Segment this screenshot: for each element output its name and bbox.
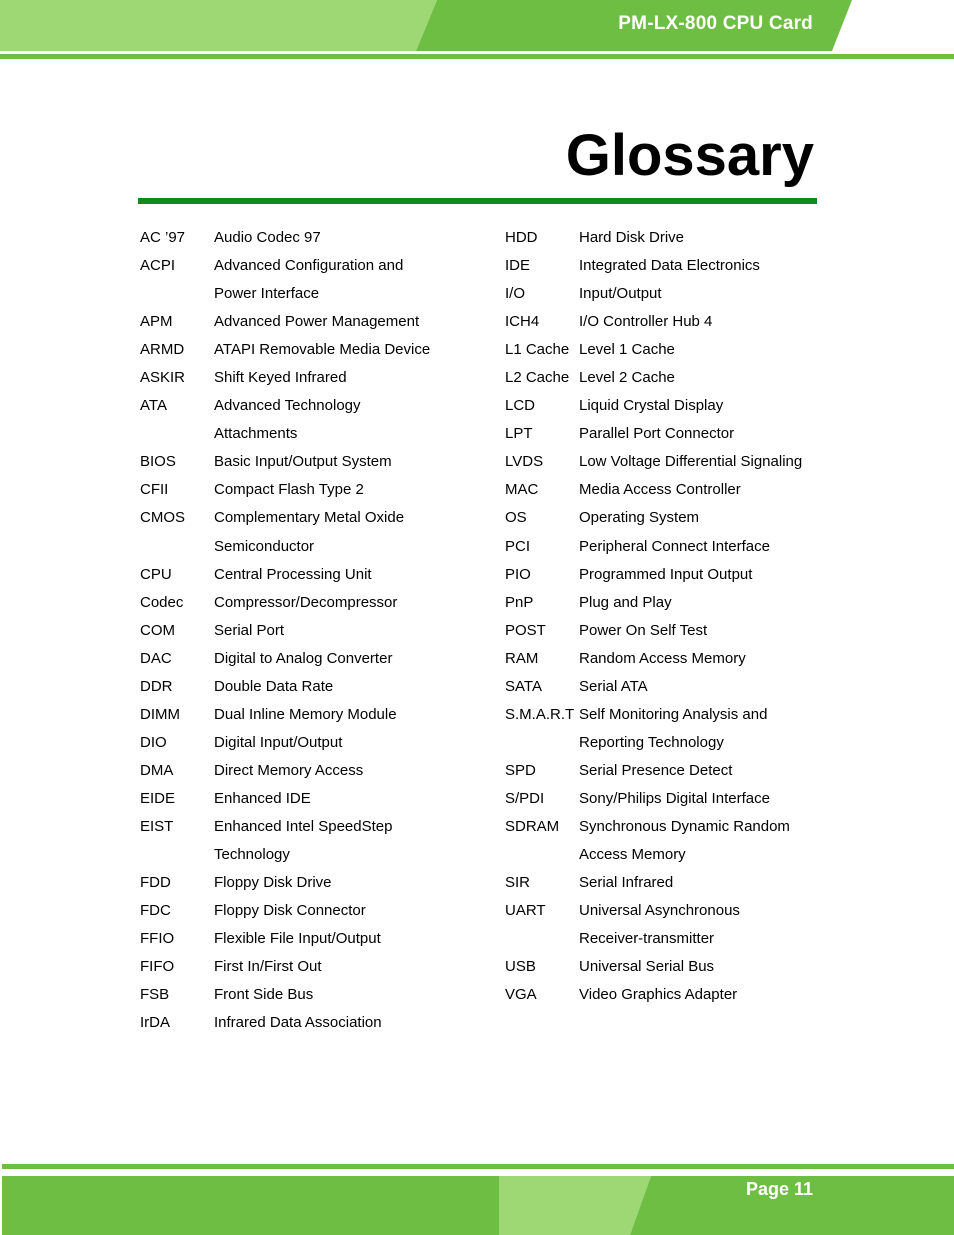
glossary-definition: I/O Controller Hub 4 [579, 313, 713, 331]
glossary-definition: Audio Codec 97 [214, 229, 321, 246]
glossary-definition: Power On Self Test [579, 621, 708, 639]
glossary-term: FSB [140, 986, 170, 1004]
glossary-term: I/O [505, 285, 526, 303]
glossary-definition: Liquid Crystal Display [579, 397, 724, 415]
glossary-term: FDC [140, 902, 171, 920]
glossary-term: S/PDI [505, 789, 545, 807]
glossary-definition: Integrated Data Electronics [579, 257, 760, 275]
glossary-term: DDR [140, 677, 173, 695]
glossary-definition: Power Interface [214, 285, 320, 303]
glossary-term: ICH4 [505, 313, 540, 331]
glossary-term: DIO [140, 733, 167, 751]
glossary-definition: Random Access Memory [579, 649, 746, 667]
glossary-definition: Plug and Play [579, 593, 672, 611]
glossary-definition: Access Memory [579, 846, 686, 864]
glossary-term: HDD [505, 229, 538, 246]
glossary-term: OS [505, 509, 527, 527]
glossary-term: USB [505, 958, 536, 976]
glossary-term: LCD [505, 397, 536, 415]
glossary-term: L2 Cache [505, 369, 570, 387]
glossary-term: LVDS [505, 453, 544, 471]
glossary-definition: ATAPI Removable Media Device [214, 341, 431, 359]
glossary-term: SDRAM [505, 817, 560, 835]
glossary-definition: Flexible File Input/Output [214, 930, 381, 948]
glossary-definition: Basic Input/Output System [214, 453, 392, 471]
glossary-term: ASKIR [140, 369, 186, 387]
glossary-definition: Programmed Input Output [579, 565, 753, 583]
glossary-term: UART [505, 902, 546, 920]
glossary-term: PnP [505, 593, 534, 611]
glossary-definition: Shift Keyed Infrared [214, 369, 347, 387]
glossary-definition: Attachments [214, 425, 298, 443]
glossary-definition: Compact Flash Type 2 [214, 481, 364, 499]
glossary-definition: Floppy Disk Drive [214, 874, 332, 892]
glossary-definition: Advanced Power Management [214, 313, 420, 331]
glossary-term: SPD [505, 761, 536, 779]
glossary-term: PIO [505, 565, 531, 583]
glossary-definition: Semiconductor [214, 537, 315, 555]
glossary-definition: Low Voltage Differential Signaling [579, 453, 803, 471]
glossary-definition: Double Data Rate [214, 677, 334, 695]
glossary-term: PCI [505, 537, 531, 555]
glossary-definition: Infrared Data Association [214, 1014, 382, 1032]
glossary-term: FIFO [140, 958, 175, 976]
glossary-term: DAC [140, 649, 172, 667]
glossary-term: ATA [140, 397, 167, 415]
glossary-term: MAC [505, 481, 539, 499]
title-divider [138, 198, 817, 204]
glossary-term: APM [140, 313, 173, 331]
glossary-term: COM [140, 621, 175, 639]
glossary-definition: Synchronous Dynamic Random [579, 817, 790, 835]
glossary-definition: Universal Serial Bus [579, 958, 715, 976]
glossary-definition: Digital Input/Output [214, 733, 343, 751]
glossary-definition: Operating System [579, 509, 700, 527]
glossary-definition: Complementary Metal Oxide [214, 509, 405, 527]
glossary-term: SIR [505, 874, 531, 892]
page-footer [0, 1160, 954, 1235]
glossary-definition: Direct Memory Access [214, 761, 364, 779]
glossary-definition: Hard Disk Drive [579, 229, 685, 246]
glossary-definition: Video Graphics Adapter [579, 986, 738, 1004]
page-header [0, 0, 954, 60]
page-number: Page 11 [745, 1179, 813, 1199]
glossary-definition: Digital to Analog Converter [214, 649, 393, 667]
glossary-term: SATA [505, 677, 542, 695]
glossary-term: VGA [505, 986, 537, 1004]
glossary-definition: Enhanced Intel SpeedStep [214, 817, 393, 835]
glossary-term: CPU [140, 565, 172, 583]
glossary-term: IDE [505, 257, 531, 275]
glossary-definition: Dual Inline Memory Module [214, 705, 397, 723]
document-title: PM-LX-800 CPU Card [618, 13, 813, 34]
glossary-term: L1 Cache [505, 341, 570, 359]
glossary-term: AC ’97 [140, 229, 186, 246]
glossary-term: S.M.A.R.T [505, 705, 575, 723]
glossary-term: POST [505, 621, 546, 639]
glossary-term: DMA [140, 761, 174, 779]
glossary-definition: Advanced Technology [214, 397, 361, 415]
glossary-term: CMOS [140, 509, 185, 527]
glossary-definition: Enhanced IDE [214, 789, 311, 807]
glossary-term: ACPI [140, 257, 176, 275]
glossary-term: FFIO [140, 930, 175, 948]
glossary-definition: Universal Asynchronous [579, 902, 740, 920]
glossary-definition: Reporting Technology [579, 733, 724, 751]
glossary-definition: Sony/Philips Digital Interface [579, 789, 770, 807]
glossary-definition: Input/Output [579, 285, 662, 303]
glossary-term: CFII [140, 481, 169, 499]
glossary-term: IrDA [140, 1014, 170, 1032]
glossary-definition: Parallel Port Connector [579, 425, 735, 443]
glossary-definition: Serial Presence Detect [579, 761, 733, 779]
glossary-definition: First In/First Out [214, 958, 322, 976]
glossary-definition: Serial Infrared [579, 874, 674, 892]
page-title: Glossary [565, 123, 814, 188]
glossary-definition: Receiver-transmitter [579, 930, 715, 948]
glossary-definition: Self Monitoring Analysis and [579, 705, 768, 723]
glossary-definition: Media Access Controller [579, 481, 741, 499]
glossary-term: BIOS [140, 453, 176, 471]
glossary-term: ARMD [140, 341, 185, 359]
glossary-definition: Technology [214, 846, 290, 864]
glossary-definition: Compressor/Decompressor [214, 593, 398, 611]
glossary-definition: Level 2 Cache [579, 369, 675, 387]
glossary-term: EIDE [140, 789, 176, 807]
glossary-term: EIST [140, 817, 174, 835]
glossary-definition: Central Processing Unit [214, 565, 372, 583]
glossary-term: DIMM [140, 705, 180, 723]
glossary-term: Codec [140, 593, 184, 611]
glossary-definition: Floppy Disk Connector [214, 902, 366, 920]
glossary-term: LPT [505, 425, 533, 443]
glossary-definition: Advanced Configuration and [214, 257, 404, 275]
glossary-term: FDD [140, 874, 171, 892]
glossary-definition: Serial Port [214, 621, 285, 639]
glossary-term: RAM [505, 649, 539, 667]
glossary-definition: Serial ATA [579, 677, 648, 695]
glossary-definition: Front Side Bus [214, 986, 314, 1004]
glossary-definition: Level 1 Cache [579, 341, 675, 359]
glossary-definition: Peripheral Connect Interface [579, 537, 770, 555]
